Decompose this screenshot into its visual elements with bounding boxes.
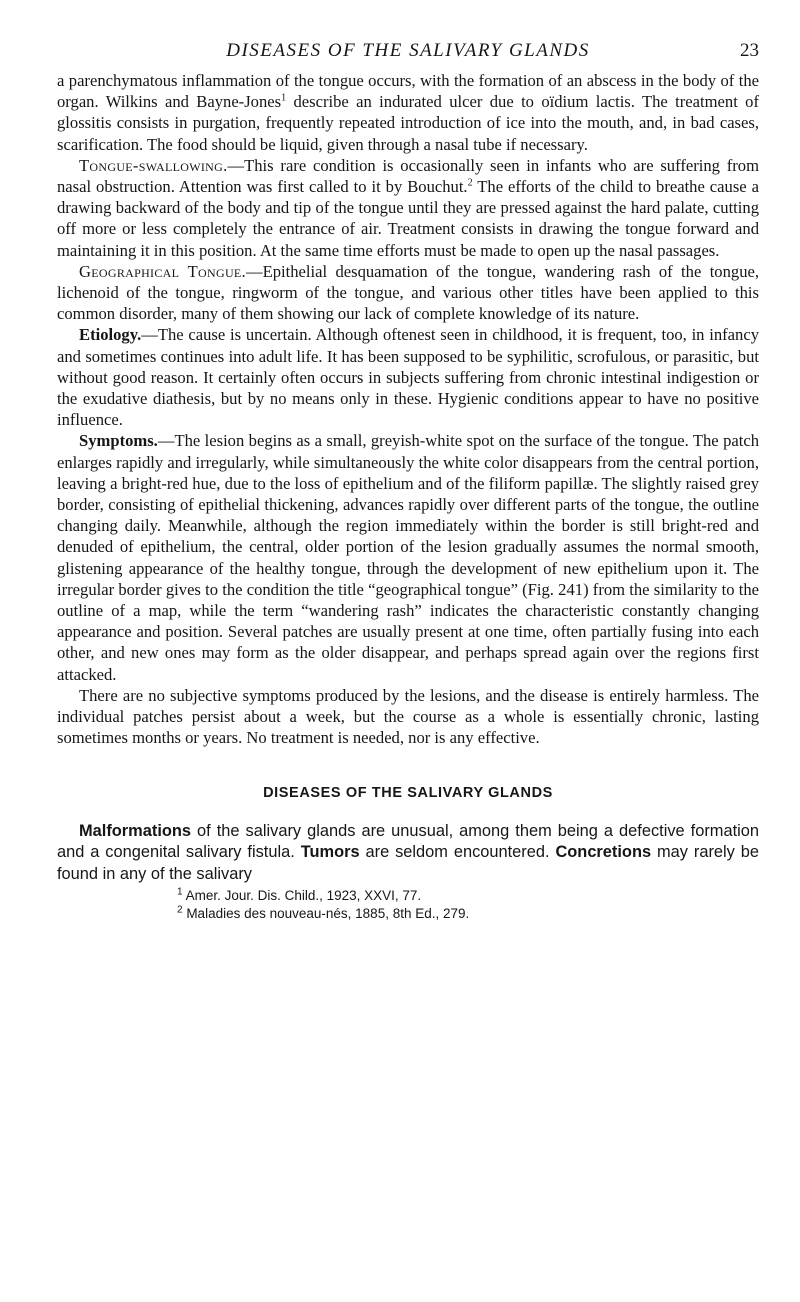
paragraph-heading: Geographical Tongue. [79, 261, 246, 281]
paragraph-heading: Symptoms. [79, 431, 158, 451]
term-malformations: Malformations [79, 821, 192, 840]
running-head [57, 40, 759, 70]
footnote-ref-1: 1 [281, 92, 287, 104]
running-title: DISEASES OF THE SALIVARY GLANDS [226, 40, 590, 61]
paragraph-etiology [57, 324, 759, 430]
footnote-text: Maladies des nouveau-nés, 1885, 8th Ed., 279. [182, 906, 470, 922]
paragraph-glossitis [57, 70, 759, 155]
footnote-mark: 2 [177, 904, 183, 916]
paragraph-heading: Etiology. [79, 325, 142, 345]
footnotes [57, 887, 759, 923]
footnote-1 [177, 887, 759, 905]
footnote-mark: 1 [177, 886, 183, 898]
paragraph-symptoms [57, 430, 759, 684]
paragraph-text: The efforts of the child to breathe cause a drawing backward of the body and tip of the tongue until they are pressed against the hard palate, cutting off more or less completely the entrance of air. Treatment consists in drawing the tongue forward and maintaining it in this position. At the same time efforts must be made to open up the nasal passages. [57, 177, 759, 260]
paragraph-text: —The cause is uncertain. Although oftenest seen in childhood, it is frequent, too, in infancy and sometimes continues into adult life. It has been supposed to be syphilitic, scrofulous, or parasitic, but without good reason. It certainly often occurs in subjects suffering from chronic intestinal indigestion or the exudative diathesis, but by no means only in these. Hygienic conditions appear to have no positive influence. [57, 325, 759, 430]
paragraph-text: are seldom encountered. [359, 843, 556, 862]
paragraph-text: may rarely be found in any of the salivary [57, 843, 759, 883]
paragraph-text: describe an indurated ulcer due to oïdium lactis. The treatment of glossitis consists in purgation, frequently repeated introduction of ice into the mouth, and, in bad cases, scarification. The food should be liquid, given through a nasal tube if necessary. [57, 92, 760, 154]
section-salivary-glands [57, 821, 759, 886]
paragraph-tongue-swallowing [57, 155, 759, 261]
paragraph-text: —Epithelial desquamation of the tongue, wandering rash of the tongue, lichenoid of the tongue, ringworm of the tongue, and various other titles have been applied to this common disorder, many of them showing our lack of complete knowledge of its nature. [57, 261, 759, 324]
paragraph-malformations [57, 821, 759, 886]
paragraph-course [57, 685, 759, 749]
paragraph-text: —This rare condition is occasionally seen in infants who are suffering from nasal obstruction. Attention was first called to it by Bouchut. [57, 155, 759, 197]
paragraph-text: —The lesion begins as a small, greyish-white spot on the surface of the tongue. The patch enlarges rapidly and irregularly, while simultaneously the white color disappears from the central portion, leaving a bright-red hue, due to the loss of epithelium and of the filiform papillæ. The slightly raised grey border, consisting of epithelial thickening, advances rapidly over different parts of the tongue, the outline changing daily. Meanwhile, although the region immediately within the border is still bright-red and denuded of epithelium, the central, older portion of the lesion gradually assumes the normal smooth, glistening appearance of the healthy tongue, through the development of new epithelium upon it. The irregular border gives to the condition the title “geographical tongue” (Fig. 241) from the similarity to the outline of a map, while the term “wandering rash” indicates the characteristic constantly changing appearance and position. Several patches are usually present at one time, often partially fusing into each other, and new ones may form as the older disappear, and perhaps spread again over the regions first attacked. [57, 431, 759, 684]
paragraph-text: There are no subjective symptoms produced by the lesions, and the disease is entirely harmless. The individual patches persist about a week, but the course as a whole is essentially chronic, lasting sometimes months or years. No treatment is needed, nor is any effective. [57, 685, 759, 748]
term-tumors: Tumors [300, 843, 360, 862]
paragraph-heading: Tongue-swallowing. [79, 155, 228, 175]
paragraph-text: of the salivary glands are unusual, among them being a defective formation and a congenital salivary fistula. [57, 821, 759, 862]
paragraph-text: a parenchymatous inflammation of the tongue occurs, with the formation of an abscess in the body of the organ. Wilkins and Bayne-Jones [57, 71, 759, 112]
book-page [57, 40, 759, 923]
footnote-ref-2: 2 [467, 177, 473, 189]
section-heading: DISEASES OF THE SALIVARY GLANDS [263, 784, 553, 801]
footnote-2 [177, 905, 759, 923]
body-text [57, 70, 759, 749]
page-number: 23 [740, 40, 759, 61]
footnote-text: Amer. Jour. Dis. Child., 1923, XXVI, 77. [182, 888, 422, 904]
term-concretions: Concretions [555, 843, 652, 862]
paragraph-geographical-tongue [57, 261, 759, 325]
